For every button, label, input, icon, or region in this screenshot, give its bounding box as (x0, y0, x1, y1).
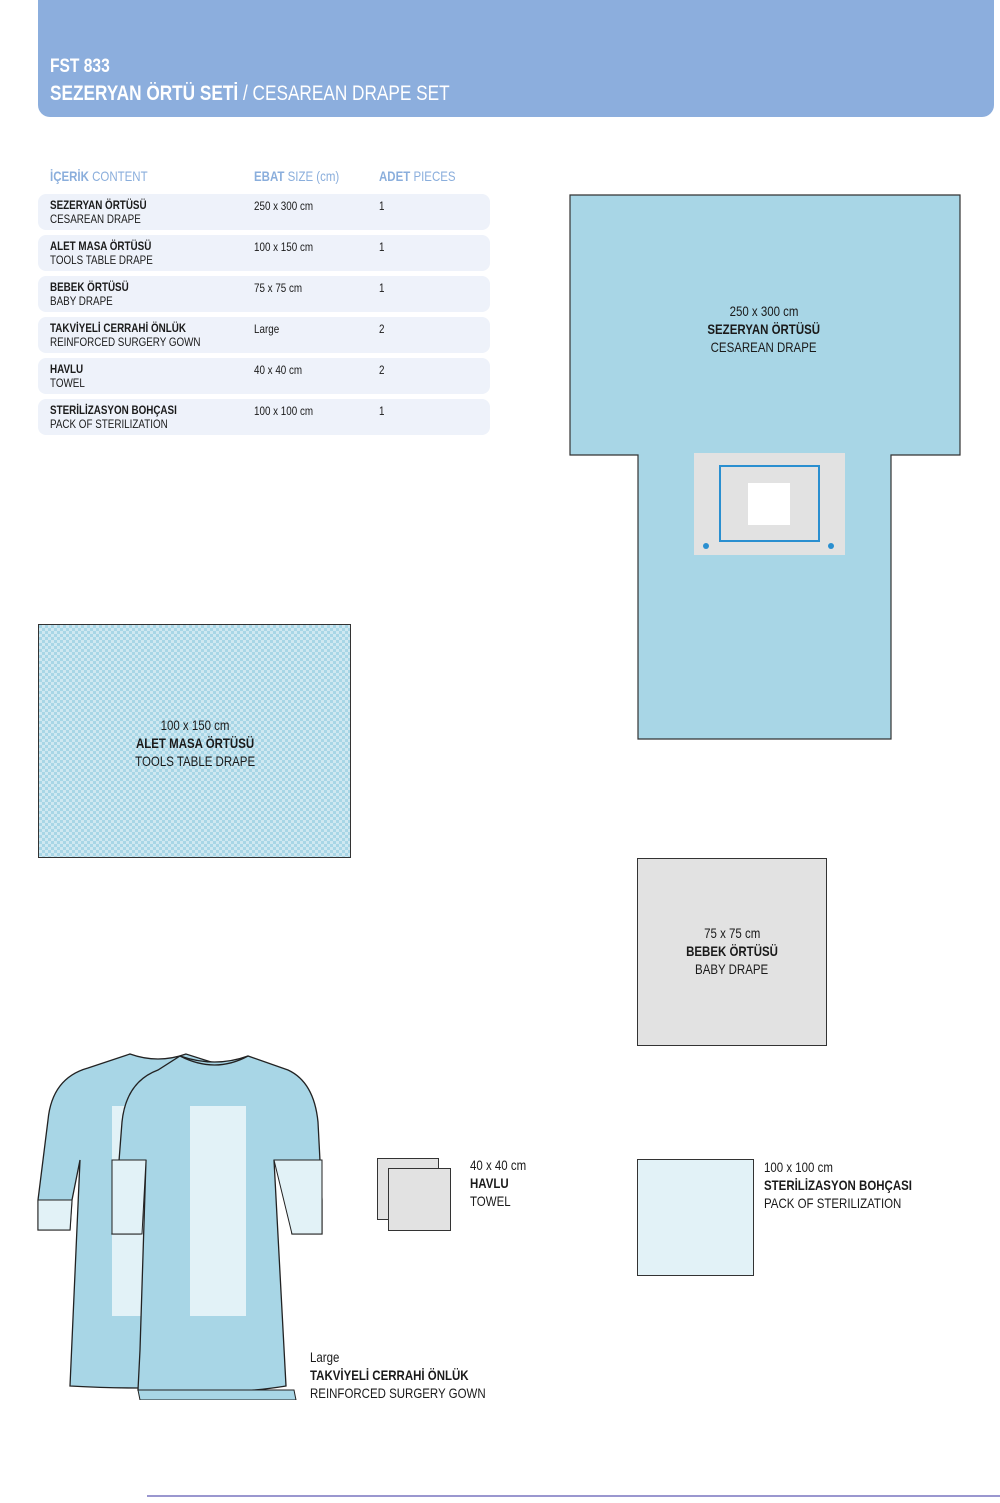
row-name-en: TOWEL (50, 376, 85, 390)
row-name-en: TOOLS TABLE DRAPE (50, 253, 153, 267)
row-name-tr: SEZERYAN ÖRTÜSÜ (50, 198, 147, 212)
row-name-tr: TAKVİYELİ CERRAHİ ÖNLÜK (50, 321, 186, 335)
col-header-pieces: ADET PIECES (379, 168, 456, 184)
row-size: 40 x 40 cm (254, 363, 303, 377)
sterilization-label (764, 1158, 984, 1212)
table-row (38, 358, 490, 394)
table-row (38, 194, 490, 230)
table-row (38, 399, 490, 435)
tools-table-name-en: TOOLS TABLE DRAPE (135, 753, 255, 769)
row-name-en: CESAREAN DRAPE (50, 212, 141, 226)
baby-drape-label (632, 924, 832, 978)
towel-front-illustration (388, 1168, 451, 1231)
row-name-en: BABY DRAPE (50, 294, 113, 308)
row-size: Large (254, 322, 280, 336)
fastener-dot-left (703, 543, 709, 549)
incision-window (748, 483, 790, 525)
product-code: FST 833 (50, 56, 110, 77)
row-name-en: PACK OF STERILIZATION (50, 417, 168, 431)
row-qty: 1 (379, 240, 385, 254)
towel-name-tr: HAVLU (470, 1175, 509, 1191)
row-name-tr: HAVLU (50, 362, 84, 376)
row-name-tr: BEBEK ÖRTÜSÜ (50, 280, 129, 294)
table-row (38, 235, 490, 271)
towel-label (470, 1156, 610, 1210)
fastener-dot-right (828, 543, 834, 549)
table-row (38, 317, 490, 353)
table-row (38, 276, 490, 312)
gown-label (310, 1348, 510, 1402)
row-name-tr: ALET MASA ÖRTÜSÜ (50, 239, 152, 253)
title-tr: SEZERYAN ÖRTÜ SETİ (50, 82, 239, 105)
header-banner (38, 0, 994, 117)
sterilization-pack-illustration (637, 1159, 754, 1276)
gown-front (112, 1056, 322, 1400)
towel-size: 40 x 40 cm (470, 1157, 527, 1173)
row-qty: 2 (379, 322, 385, 336)
sterilization-name-en: PACK OF STERILIZATION (764, 1195, 902, 1211)
tools-table-name-tr: ALET MASA ÖRTÜSÜ (135, 735, 255, 751)
baby-size: 75 x 75 cm (703, 925, 761, 941)
tools-table-size: 100 x 150 cm (160, 717, 230, 733)
row-size: 250 x 300 cm (254, 199, 314, 213)
baby-name-en: BABY DRAPE (695, 961, 769, 977)
row-name-en: REINFORCED SURGERY GOWN (50, 335, 201, 349)
gown-size: Large (310, 1349, 340, 1365)
cesarean-size: 250 x 300 cm (729, 303, 799, 319)
tools-table-label (95, 716, 295, 770)
col-header-size: EBAT SIZE (cm) (254, 168, 340, 184)
towel-name-en: TOWEL (470, 1193, 511, 1209)
row-size: 75 x 75 cm (254, 281, 303, 295)
title-en: CESAREAN DRAPE SET (252, 82, 450, 105)
row-qty: 2 (379, 363, 385, 377)
product-title (50, 82, 537, 106)
baby-name-tr: BEBEK ÖRTÜSÜ (686, 943, 778, 959)
cesarean-name-en: CESAREAN DRAPE (711, 339, 817, 355)
cesarean-name-tr: SEZERYAN ÖRTÜSÜ (707, 321, 821, 337)
title-separator: / (238, 82, 253, 105)
sterilization-name-tr: STERİLİZASYON BOHÇASI (764, 1177, 912, 1193)
row-qty: 1 (379, 281, 385, 295)
gown-name-en: REINFORCED SURGERY GOWN (310, 1385, 486, 1401)
row-size: 100 x 100 cm (254, 404, 314, 418)
row-qty: 1 (379, 404, 385, 418)
row-qty: 1 (379, 199, 385, 213)
gown-name-tr: TAKVİYELİ CERRAHİ ÖNLÜK (310, 1367, 469, 1383)
row-size: 100 x 150 cm (254, 240, 314, 254)
cesarean-drape-illustration (568, 193, 962, 742)
col-header-content: İÇERİK CONTENT (50, 168, 148, 184)
surgery-gowns-illustration (30, 1050, 330, 1400)
row-name-tr: STERİLİZASYON BOHÇASI (50, 403, 177, 417)
sterilization-size: 100 x 100 cm (764, 1159, 833, 1175)
footer-rule (147, 1495, 1000, 1497)
cesarean-label (664, 302, 864, 356)
